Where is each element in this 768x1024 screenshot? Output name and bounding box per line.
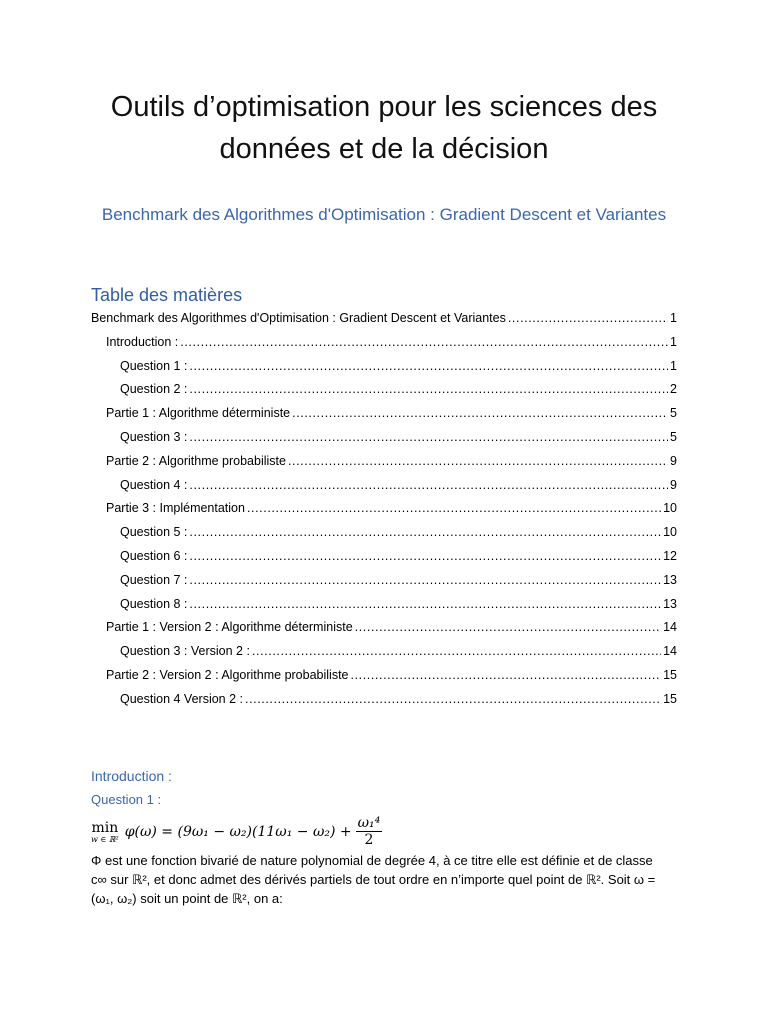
question-1-heading: Question 1 : bbox=[91, 792, 162, 807]
table-of-contents bbox=[91, 307, 677, 712]
toc-leader-dots bbox=[189, 378, 668, 402]
toc-heading: Table des matières bbox=[91, 285, 243, 305]
introduction-heading: Introduction : bbox=[91, 768, 172, 784]
toc-leader-dots bbox=[351, 664, 662, 688]
min-subscript: w ∈ ℝ² bbox=[91, 834, 119, 844]
toc-entry[interactable] bbox=[91, 521, 677, 545]
introduction-paragraph bbox=[91, 851, 681, 908]
toc-entry[interactable] bbox=[91, 450, 677, 474]
toc-leader-dots bbox=[189, 521, 661, 545]
toc-entry-label: Partie 3 : Implémentation bbox=[106, 501, 245, 516]
toc-entry-page: 15 bbox=[663, 667, 677, 682]
toc-entry-page: 1 bbox=[670, 311, 677, 325]
fraction-numerator: ω₁⁴ bbox=[357, 815, 381, 832]
toc-entry[interactable] bbox=[91, 355, 677, 379]
paragraph-line: (ω₁, ω₂) soit un point de ℝ², on a: bbox=[91, 891, 283, 906]
toc-entry-label: Partie 2 : Algorithme probabiliste bbox=[106, 453, 286, 468]
toc-entry-page: 9 bbox=[670, 477, 677, 492]
toc-entry-label: Question 3 : Version 2 : bbox=[120, 644, 250, 659]
toc-entry-page: 10 bbox=[663, 525, 677, 540]
document-title: Outils d’optimisation pour les sciences des données et de la décision bbox=[110, 91, 658, 165]
toc-entry[interactable] bbox=[91, 545, 677, 569]
toc-entry-page: 9 bbox=[670, 453, 677, 468]
toc-leader-dots bbox=[189, 569, 661, 593]
toc-entry-label: Question 3 : bbox=[120, 429, 188, 444]
toc-entry-page: 10 bbox=[663, 501, 677, 516]
toc-entry[interactable] bbox=[91, 307, 677, 331]
toc-entry[interactable] bbox=[91, 378, 677, 402]
toc-entry-label: Question 8 : bbox=[120, 596, 188, 611]
toc-entry-page: 12 bbox=[663, 548, 677, 563]
toc-entry[interactable] bbox=[91, 474, 677, 498]
fraction-denominator: 2 bbox=[364, 832, 374, 848]
min-operator-text: min bbox=[91, 819, 119, 836]
toc-entry-label: Question 4 : bbox=[120, 477, 188, 492]
toc-entry[interactable] bbox=[91, 664, 677, 688]
toc-entry-label: Partie 1 : Algorithme déterministe bbox=[106, 406, 291, 421]
toc-leader-dots bbox=[355, 616, 661, 640]
toc-leader-dots bbox=[508, 307, 668, 331]
toc-entry-page: 14 bbox=[663, 644, 677, 659]
toc-entry[interactable] bbox=[91, 497, 677, 521]
toc-entry-page: 5 bbox=[670, 406, 677, 421]
toc-entry[interactable] bbox=[91, 640, 677, 664]
toc-entry[interactable] bbox=[91, 688, 677, 712]
toc-entry-label: Benchmark des Algorithmes d'Optimisation : Gradient Descent et Variantes bbox=[91, 311, 506, 325]
formula-expression: φ(ω) = (9ω₁ − ω₂)(11ω₁ − ω₂) + bbox=[124, 824, 352, 840]
toc-entry-page: 13 bbox=[663, 596, 677, 611]
toc-entry[interactable] bbox=[91, 426, 677, 450]
formula-fraction bbox=[356, 816, 383, 847]
toc-leader-dots bbox=[189, 355, 668, 379]
toc-entry-page: 5 bbox=[670, 429, 677, 444]
toc-leader-dots bbox=[292, 402, 668, 426]
toc-entry-page: 1 bbox=[670, 334, 677, 349]
paragraph-line: Φ est une fonction bivarié de nature polynomial de degrée 4, à ce titre elle est définie et de classe bbox=[91, 853, 653, 868]
toc-leader-dots bbox=[189, 593, 661, 617]
toc-leader-dots bbox=[247, 497, 661, 521]
toc-entry-label: Introduction : bbox=[106, 334, 179, 349]
document-subtitle: Benchmark des Algorithmes d'Optimisation : Gradient Descent et Variantes bbox=[101, 205, 667, 224]
toc-entry-page: 15 bbox=[663, 691, 677, 706]
toc-entry-label: Question 6 : bbox=[120, 548, 188, 563]
toc-entry[interactable] bbox=[91, 331, 677, 355]
toc-entry-page: 14 bbox=[663, 620, 677, 635]
toc-entry[interactable] bbox=[91, 593, 677, 617]
toc-leader-dots bbox=[252, 640, 661, 664]
toc-entry-label: Question 1 : bbox=[120, 358, 188, 373]
paragraph-line: c∞ sur ℝ², et donc admet des dérivés partiels de tout ordre en n’importe quel point de ℝ². Soit ω = bbox=[91, 872, 656, 887]
toc-entry-page: 1 bbox=[670, 358, 677, 373]
min-operator bbox=[91, 821, 119, 844]
optimization-formula bbox=[91, 812, 382, 852]
toc-entry-page: 2 bbox=[670, 382, 677, 397]
toc-entry-page: 13 bbox=[663, 572, 677, 587]
toc-entry-label: Question 4 Version 2 : bbox=[120, 691, 243, 706]
toc-entry-label: Partie 1 : Version 2 : Algorithme déterministe bbox=[106, 620, 353, 635]
toc-leader-dots bbox=[245, 688, 661, 712]
toc-entry[interactable] bbox=[91, 402, 677, 426]
toc-entry-label: Question 5 : bbox=[120, 525, 188, 540]
toc-entry-label: Question 7 : bbox=[120, 572, 188, 587]
toc-entry[interactable] bbox=[91, 569, 677, 593]
toc-entry[interactable] bbox=[91, 616, 677, 640]
toc-leader-dots bbox=[180, 331, 668, 355]
toc-entry-label: Partie 2 : Version 2 : Algorithme probabiliste bbox=[106, 667, 349, 682]
toc-entry-label: Question 2 : bbox=[120, 382, 188, 397]
toc-leader-dots bbox=[189, 545, 661, 569]
toc-leader-dots bbox=[189, 426, 668, 450]
toc-leader-dots bbox=[189, 474, 668, 498]
toc-leader-dots bbox=[288, 450, 668, 474]
